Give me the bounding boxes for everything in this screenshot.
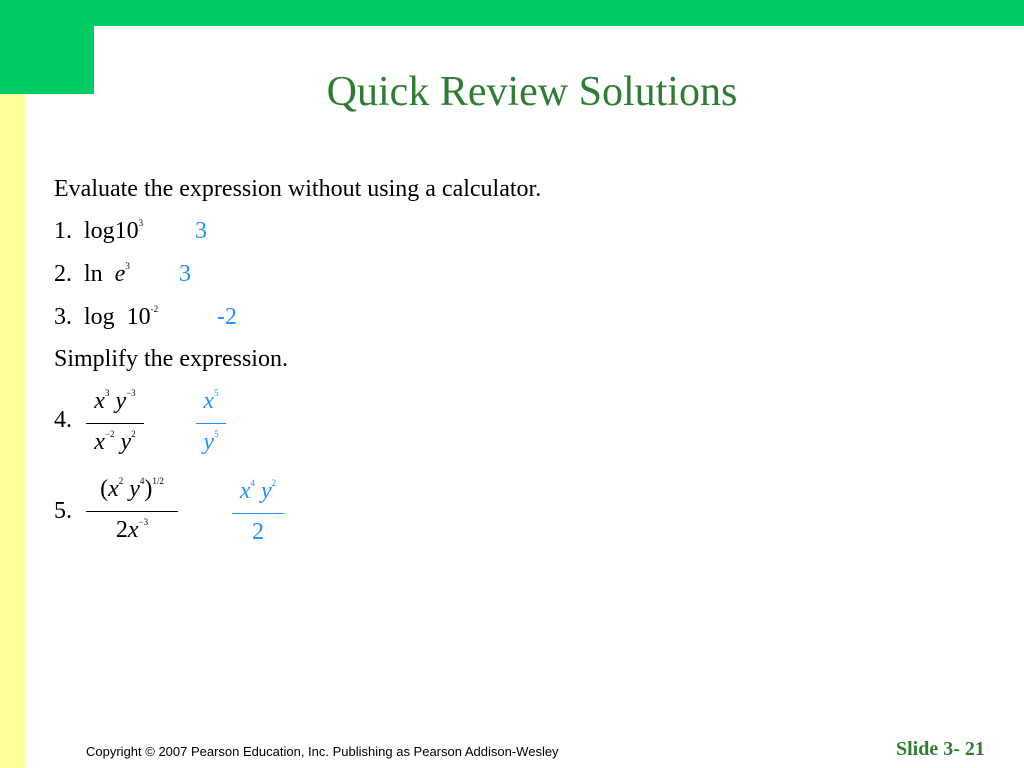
- problem-4-numerator: $x^3$ $y^{-3}$: [94, 388, 136, 414]
- slide-title: Quick Review Solutions: [326, 69, 738, 115]
- answer-4-fraction: [196, 386, 226, 461]
- left-accent-bar: [0, 26, 25, 768]
- instruction-evaluate: Evaluate the expression without using a calculator.: [54, 176, 542, 202]
- problem-2: 2. $\ln e^3$: [54, 261, 130, 287]
- fraction-bar: [86, 511, 178, 512]
- problem-3: 3. $\log 10^{-2}$: [54, 304, 159, 330]
- answer-2: 3: [179, 261, 191, 287]
- answer-5-fraction: [232, 476, 284, 547]
- answer-1: 3: [195, 218, 207, 244]
- fraction-bar: [196, 423, 226, 424]
- problem-5-denominator: $2x^{-3}$: [115, 517, 149, 543]
- problem-4-fraction: [86, 386, 144, 461]
- fraction-bar: [86, 423, 144, 424]
- problem-4-number: 4.: [54, 407, 72, 433]
- top-accent-bar: [0, 0, 1024, 26]
- fraction-bar: [232, 513, 284, 514]
- answer-3: -2: [217, 304, 237, 330]
- answer-4-denominator: $y^5$: [203, 429, 219, 455]
- problem-5-fraction: [86, 474, 178, 549]
- problem-1: 1. $\log 10^3$: [54, 218, 144, 244]
- answer-5-numerator: $x^4$ $y^2$: [239, 478, 277, 504]
- answer-5-denominator: 2: [252, 519, 264, 545]
- slide-number: Slide 3- 21: [896, 738, 985, 760]
- instruction-simplify: Simplify the expression.: [54, 346, 288, 372]
- answer-4-numerator: $x^5$: [203, 388, 219, 414]
- problem-5-number: 5.: [54, 498, 72, 524]
- copyright-text: Copyright © 2007 Pearson Education, Inc. Publishing as Pearson Addison-Wesley: [86, 744, 559, 759]
- problem-4-denominator: $x^{-2}$ $y^2$: [94, 429, 136, 455]
- problem-5-numerator: ($x^2$ $y^4)^{1/2}$: [100, 476, 164, 502]
